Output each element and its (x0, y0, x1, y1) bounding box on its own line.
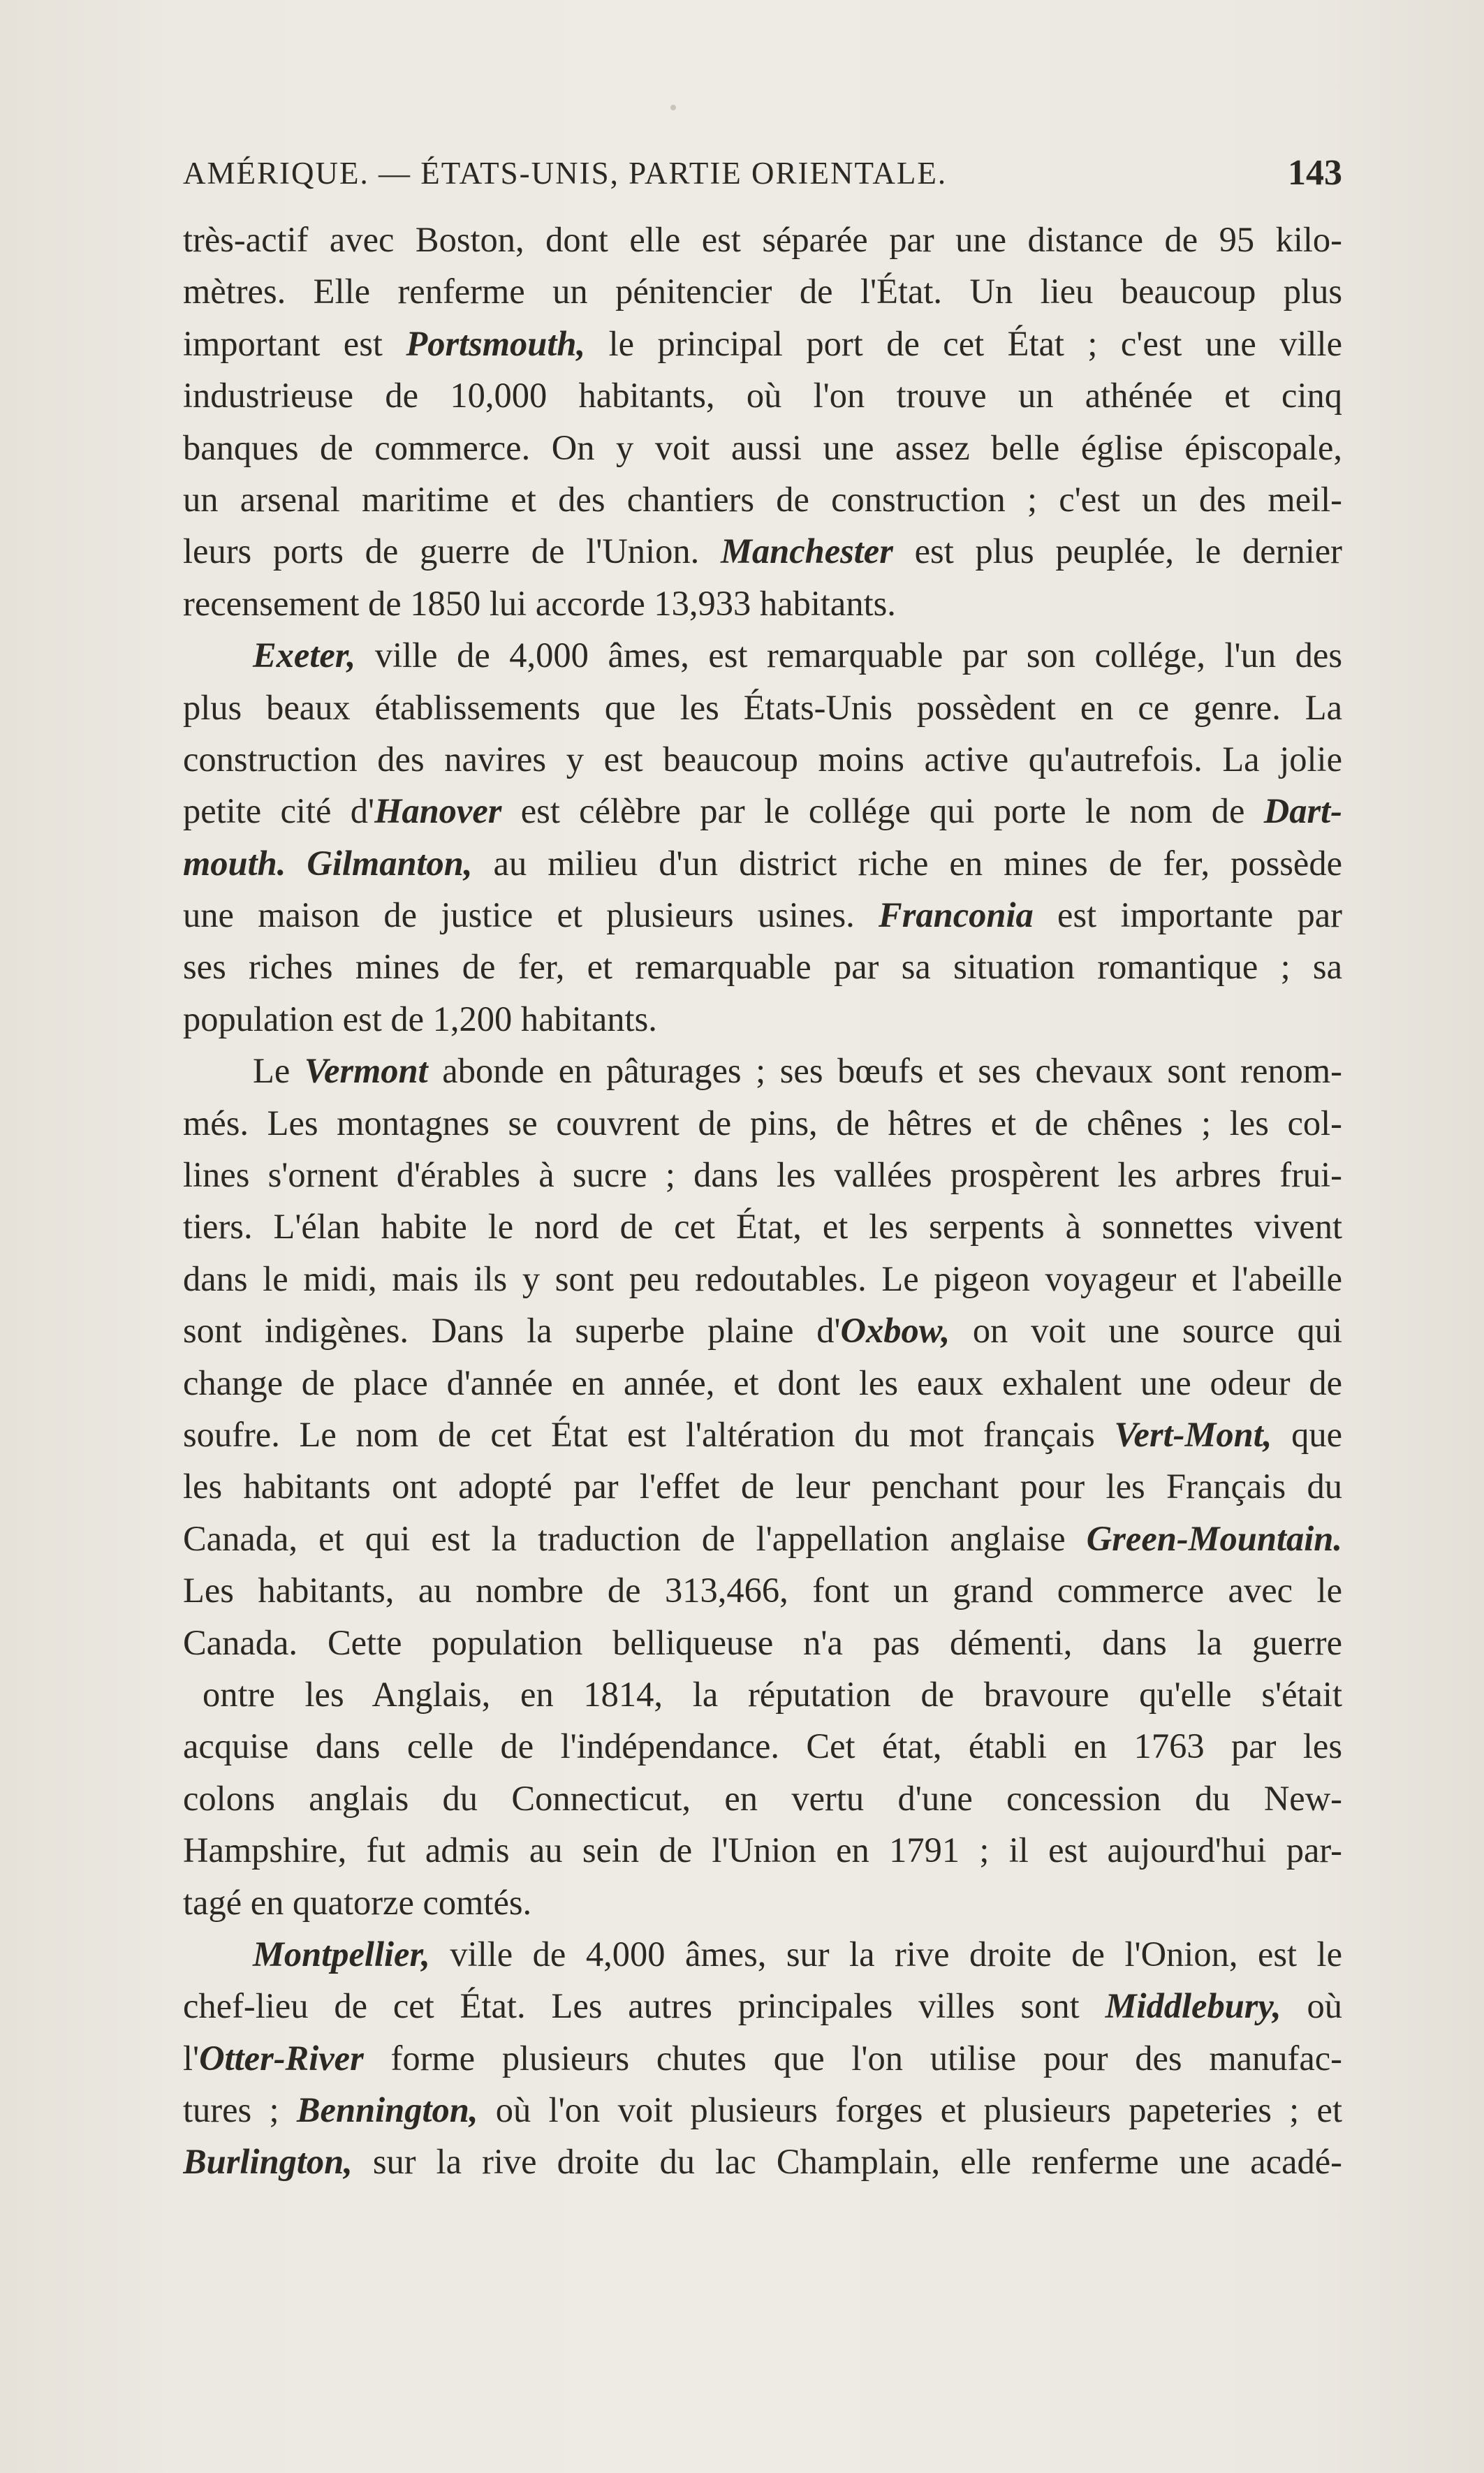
text-line (183, 941, 1342, 992)
running-head: AMÉRIQUE. — ÉTATS-UNIS, PARTIE ORIENTALE. (183, 156, 948, 191)
text-run: que (1272, 1414, 1342, 1454)
text-line (183, 1149, 1342, 1201)
text-line (183, 993, 1342, 1045)
text-line (183, 733, 1342, 785)
text-line (183, 1305, 1342, 1356)
text-line (183, 1720, 1342, 1772)
text-run: où l'on voit plusieurs forges et plusieurs papeteries ; et (478, 2090, 1342, 2130)
text-line (183, 1253, 1342, 1305)
text-run: chef-lieu de cet État. Les autres principales villes sont (183, 1986, 1105, 2026)
text-run: ontre les Anglais, en 1814, la réputation de bravoure qu'elle s'était (203, 1674, 1342, 1714)
text-run: abonde en pâturages ; ses bœufs et ses chevaux sont renom- (427, 1051, 1342, 1091)
text-line (183, 1409, 1342, 1460)
text-run: Les habitants, au nombre de 313,466, font un grand commerce avec le (183, 1571, 1342, 1610)
italic-name: mouth. Gilmanton, (183, 843, 473, 883)
text-run: où (1281, 1986, 1342, 2026)
italic-name: Vermont (304, 1051, 428, 1091)
text-line (183, 369, 1342, 421)
text-line (183, 474, 1342, 525)
text-line (183, 1201, 1342, 1252)
text-run: tures ; (183, 2090, 297, 2130)
text-line (183, 2032, 1342, 2084)
italic-name: Portsmouth, (406, 323, 586, 363)
text-run: l' (183, 2038, 200, 2078)
text-line (183, 1513, 1342, 1564)
text-run: acquise dans celle de l'indépendance. Cet état, établi en 1763 par les (183, 1726, 1342, 1766)
text-run: on voit une source qui (950, 1311, 1342, 1351)
text-run: Canada. Cette population belliqueuse n'a pas démenti, dans la guerre (183, 1622, 1342, 1662)
italic-name: Hanover (374, 791, 502, 831)
text-line (183, 1460, 1342, 1512)
text-line (183, 578, 1342, 629)
text-line (183, 422, 1342, 474)
printer-mark (670, 105, 676, 110)
text-line (183, 629, 1342, 681)
text-run: au milieu d'un district riche en mines de fer, possède (472, 843, 1342, 883)
text-line (183, 525, 1342, 577)
text-line (183, 785, 1342, 837)
italic-name: Oxbow, (840, 1311, 950, 1351)
text-line (183, 1357, 1342, 1409)
italic-name: Green-Mountain. (1086, 1518, 1342, 1558)
page-header (183, 155, 1342, 204)
text-run: mètres. Elle renferme un pénitencier de l'État. Un lieu beaucoup plus (183, 272, 1342, 311)
text-run: sont indigènes. Dans la superbe plaine d' (183, 1311, 841, 1351)
text-run: leurs ports de guerre de l'Union. (183, 531, 721, 571)
italic-name: Dart- (1263, 791, 1342, 831)
text-line (183, 318, 1342, 369)
text-line (183, 837, 1342, 889)
text-run: sur la rive droite du lac Champlain, elle renferme une acadé- (352, 2142, 1342, 2182)
text-run: ville de 4,000 âmes, sur la rive droite de l'Onion, est le (429, 1934, 1342, 1974)
text-run: les habitants ont adopté par l'effet de leur penchant pour les Français du (183, 1467, 1342, 1506)
text-line (183, 2136, 1342, 2187)
text-line (183, 214, 1342, 265)
text-line (183, 1928, 1342, 1980)
italic-name: Montpellier, (253, 1934, 430, 1974)
text-run: une maison de justice et plusieurs usines. (183, 895, 879, 935)
text-run: colons anglais du Connecticut, en vertu d'une concession du New- (183, 1778, 1342, 1818)
text-run: més. Les montagnes se couvrent de pins, de hêtres et de chênes ; les col- (183, 1103, 1342, 1143)
text-run: Le (253, 1051, 304, 1091)
text-run: petite cité d' (183, 791, 375, 831)
text-line (183, 682, 1342, 733)
italic-name: Exeter, (253, 636, 356, 675)
text-run: important est (183, 323, 406, 363)
text-line (183, 1980, 1342, 2032)
text-run: Hampshire, fut admis au sein de l'Union en 1791 ; il est aujourd'hui par- (183, 1830, 1342, 1870)
text-run: industrieuse de 10,000 habitants, où l'on trouve un athénée et cinq (183, 376, 1342, 416)
text-line (183, 1564, 1342, 1616)
text-run: est plus peuplée, le dernier (892, 531, 1342, 571)
text-run: plus beaux établissements que les États-Unis possèdent en ce genre. La (183, 687, 1342, 727)
italic-name: Burlington, (183, 2142, 353, 2182)
italic-name: Franconia (879, 895, 1034, 935)
text-run: Canada, et qui est la traduction de l'appellation anglaise (183, 1518, 1087, 1558)
text-line (183, 1773, 1342, 1824)
text-line (183, 1824, 1342, 1876)
text-run: très-actif avec Boston, dont elle est séparée par une distance de 95 kilo- (183, 220, 1342, 259)
italic-name: Manchester (720, 531, 893, 571)
text-line (183, 265, 1342, 317)
text-run: est célèbre par le collége qui porte le nom de (501, 791, 1264, 831)
text-run: lines s'ornent d'érables à sucre ; dans les vallées prospèrent les arbres frui- (183, 1155, 1342, 1195)
text-run: recensement de 1850 lui accorde 13,933 habitants. (183, 583, 896, 623)
text-run: tagé en quatorze comtés. (183, 1882, 532, 1922)
text-line (183, 1045, 1342, 1096)
text-run: ses riches mines de fer, et remarquable par sa situation romantique ; sa (183, 947, 1342, 987)
text-run: ville de 4,000 âmes, est remarquable par son collége, l'un des (355, 636, 1342, 675)
text-run: population est de 1,200 habitants. (183, 999, 657, 1039)
page-number: 143 (1288, 153, 1342, 193)
italic-name: Bennington, (296, 2090, 478, 2130)
italic-name: Otter-River (199, 2038, 364, 2078)
body-text (183, 214, 1342, 2188)
italic-name: Vert-Mont, (1114, 1414, 1272, 1454)
text-line (183, 1877, 1342, 1928)
text-run: le principal port de cet État ; c'est une ville (585, 323, 1342, 363)
text-run: dans le midi, mais ils y sont peu redoutables. Le pigeon voyageur et l'abeille (183, 1258, 1342, 1298)
text-line (183, 889, 1342, 941)
text-run: construction des navires y est beaucoup moins active qu'autrefois. La jolie (183, 739, 1342, 779)
italic-name: Middlebury, (1105, 1986, 1281, 2026)
text-run: un arsenal maritime et des chantiers de construction ; c'est un des meil- (183, 479, 1342, 519)
text-run: soufre. Le nom de cet État est l'altération du mot français (183, 1414, 1115, 1454)
text-line (183, 1668, 1342, 1720)
text-line (183, 2084, 1342, 2136)
text-line (183, 1097, 1342, 1149)
text-line (183, 1617, 1342, 1668)
text-run: banques de commerce. On y voit aussi une assez belle église épiscopale, (183, 427, 1342, 467)
text-run: tiers. L'élan habite le nord de cet État, et les serpents à sonnettes vivent (183, 1207, 1342, 1247)
text-run: est importante par (1033, 895, 1342, 935)
text-run: forme plusieurs chutes que l'on utilise pour des manufac- (363, 2038, 1342, 2078)
text-run: change de place d'année en année, et dont les eaux exhalent une odeur de (183, 1363, 1342, 1402)
